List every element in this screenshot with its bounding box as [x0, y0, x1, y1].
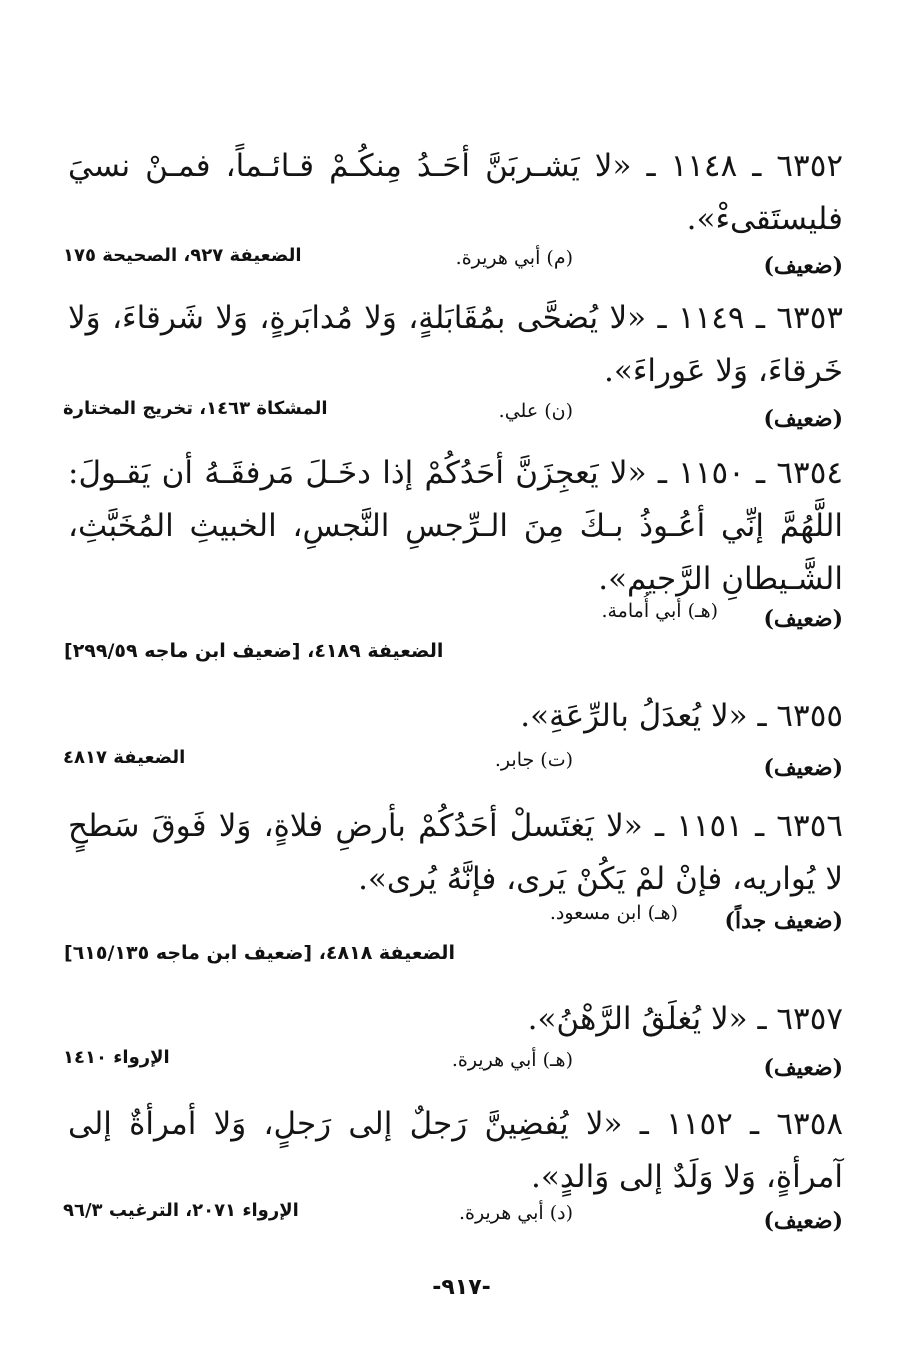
narrator-source: (م) أبي هريرة. [455, 247, 573, 269]
hadith-text: ٦٣٥٤ ـ ١١٥٠ ـ «لا يَعجِزَنَّ أحَدُكُمْ إذا دخَـلَ مَرفقَـهُ أن يَقـولَ: اللَّهُمَّ إنِّي أعُـوذُ بـكَ مِنَ الـرِّجسِ النَّجسِ، الخبيثِ المُخَبَّثِ، الشَّـيطانِ الرَّجيم». [68, 455, 843, 597]
narrator-source: (هـ) ابن مسعود. [549, 902, 678, 924]
hadith-text: ٦٣٥٥ ـ «لا يُعدَلُ بالرِّعَةِ». [520, 698, 843, 734]
hadith-text: ٦٣٥٣ ـ ١١٤٩ ـ «لا يُضحَّى بمُقَابَلةٍ، وَلا مُدابَرةٍ، وَلا شَرقاءَ، وَلا خَرقاءَ، وَلا عَوراءَ». [68, 300, 843, 389]
grade-label: (ضعيف) [763, 606, 843, 632]
narrator-source: (هـ) أبي هريرة. [451, 1049, 573, 1071]
references: الضعيفة ٩٢٧، الصحيحة ١٧٥ [63, 245, 302, 266]
grade-label: (ضعيف) [763, 1208, 843, 1234]
references: الضعيفة ٤٨١٧ [63, 747, 186, 768]
narrator-source: (هـ) أبي أُمامة. [601, 600, 718, 622]
references: الضعيفة ٤١٨٩، [ضعيف ابن ماجه ٢٩٩/٥٩] [64, 640, 444, 662]
narrator-source: (ن) علي. [498, 400, 573, 422]
hadith-text: ٦٣٥٨ ـ ١١٥٢ ـ «لا يُفضِينَّ رَجلٌ إلى رَجلٍ، وَلا أمرأةٌ إلى آمرأةٍ، وَلا وَلَدٌ إلى وَالدٍ». [68, 1106, 843, 1195]
hadith-meta [63, 398, 843, 446]
hadith-meta [63, 1047, 843, 1095]
hadith-text: ٦٣٥٢ ـ ١١٤٨ ـ «لا يَشـربَنَّ أحَـدُ مِنكُـمْ قـائـماً، فمـنْ نسيَ فليستَقىءْ». [68, 148, 843, 237]
references: الإرواء ٢٠٧١، الترغيب ٩٦/٣ [63, 1200, 299, 1221]
grade-label: (ضعيف) [763, 1055, 843, 1081]
hadith-meta [63, 747, 843, 795]
grade-label: (ضعيف) [763, 755, 843, 781]
hadith-text: ٦٣٥٦ ـ ١١٥١ ـ «لا يَغتَسلْ أحَدُكُمْ بأرضِ فلاةٍ، وَلا فَوقَ سَطحٍ لا يُواريه، فإنْ لمْ يَكُنْ يَرى، فإنَّهُ يُرى». [68, 808, 843, 897]
grade-label: (ضعيف) [763, 406, 843, 432]
page-number: -٩١٧- [432, 1275, 491, 1300]
narrator-source: (د) أبي هريرة. [458, 1202, 573, 1224]
hadith-meta [63, 245, 843, 293]
grade-label: (ضعيف جداً) [724, 908, 843, 934]
hadith-meta [63, 1200, 843, 1248]
hadith-text: ٦٣٥٧ ـ «لا يُغلَقُ الرَّهْنُ». [527, 1001, 843, 1037]
references: الإرواء ١٤١٠ [63, 1047, 170, 1068]
grade-label: (ضعيف) [763, 253, 843, 279]
narrator-source: (ت) جابر. [494, 749, 573, 771]
references: الضعيفة ٤٨١٨، [ضعيف ابن ماجه ٦١٥/١٣٥] [64, 942, 455, 964]
references: المشكاة ١٤٦٣، تخريج المختارة [63, 398, 328, 419]
